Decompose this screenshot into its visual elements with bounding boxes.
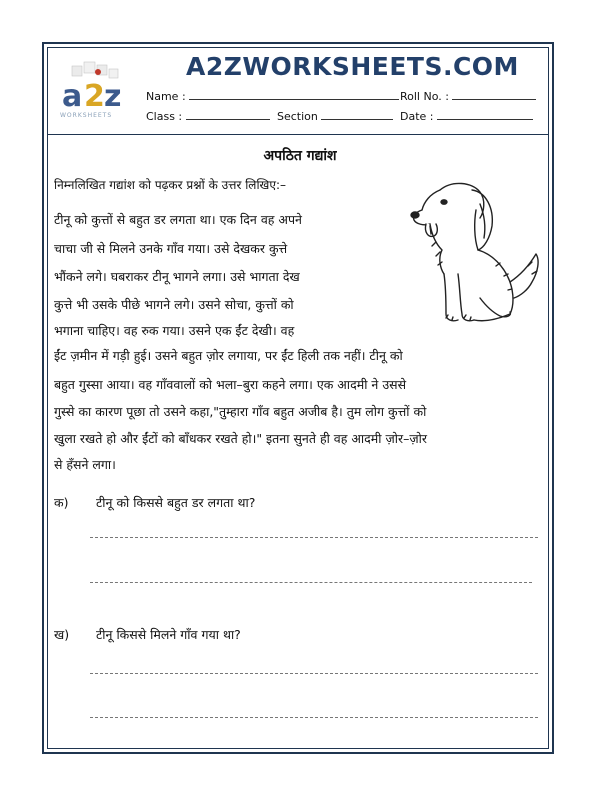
name-field[interactable] bbox=[189, 89, 399, 100]
class-field[interactable] bbox=[186, 109, 270, 120]
section-field[interactable] bbox=[321, 109, 393, 120]
answer-line[interactable] bbox=[90, 717, 538, 718]
passage-line: चाचा जी से मिलने उनके गाँव गया। उसे देखकर कुत्ते bbox=[54, 241, 288, 256]
logo-tagline: WORKSHEETS bbox=[60, 112, 113, 119]
passage-line: से हँसने लगा। bbox=[54, 457, 116, 472]
passage-line: ईंट ज़मीन में गड़ी हुई। उसने बहुत ज़ोर लगाया, पर ईंट हिली तक नहीं। टीनू को bbox=[54, 348, 403, 363]
name-row bbox=[146, 89, 399, 103]
svg-text:z: z bbox=[104, 79, 122, 114]
roll-label: Roll No. : bbox=[400, 90, 449, 103]
question-number: ख) bbox=[54, 627, 70, 642]
answer-line[interactable] bbox=[90, 537, 538, 538]
passage-line: भौंकने लगे। घबराकर टीनू भागने लगा। उसे भागता देख bbox=[54, 269, 300, 284]
section-label: Section bbox=[277, 110, 318, 123]
date-row bbox=[400, 109, 533, 123]
section-row bbox=[277, 109, 393, 123]
svg-text:a: a bbox=[62, 79, 83, 114]
header-divider bbox=[47, 134, 549, 135]
class-row bbox=[146, 109, 270, 123]
roll-row bbox=[400, 89, 536, 103]
passage-line: भगाना चाहिए। वह रुक गया। उसने एक ईंट देखी। वह bbox=[54, 323, 295, 338]
instruction-text: निम्नलिखित गद्यांश को पढ़कर प्रश्नों के उत्तर लिखिए:– bbox=[54, 178, 287, 192]
passage-line: बहुत गुस्सा आया। वह गाँववालों को भला–बुरा कहने लगा। एक आदमी ने उससे bbox=[54, 377, 407, 392]
question-text: टीनू को किससे बहुत डर लगता था? bbox=[96, 495, 256, 510]
passage-line: कुत्ते भी उसके पीछे भागने लगे। उसने सोचा, कुत्तों को bbox=[54, 297, 294, 312]
date-field[interactable] bbox=[437, 109, 533, 120]
passage-line: खुला रखते हो और ईंटों को बाँधकर रखते हो।" इतना सुनते ही वह आदमी ज़ोर–ज़ोर bbox=[54, 431, 427, 446]
question-number: क) bbox=[54, 495, 69, 510]
dog-illustration bbox=[400, 178, 548, 328]
answer-line[interactable] bbox=[90, 582, 532, 583]
svg-text:2: 2 bbox=[84, 79, 105, 114]
class-label: Class : bbox=[146, 110, 183, 123]
worksheet-title: अपठित गद्यांश bbox=[263, 148, 337, 164]
passage-line: गुस्से का कारण पूछा तो उसने कहा,"तुम्हारा गाँव बहुत अजीब है। तुम लोग कुत्तों को bbox=[54, 404, 427, 419]
question-text: टीनू किससे मिलने गाँव गया था? bbox=[96, 627, 241, 642]
site-title: A2ZWORKSHEETS.COM bbox=[186, 52, 519, 81]
roll-field[interactable] bbox=[452, 89, 536, 100]
date-label: Date : bbox=[400, 110, 434, 123]
name-label: Name : bbox=[146, 90, 186, 103]
answer-line[interactable] bbox=[90, 673, 538, 674]
passage-line: टीनू को कुत्तों से बहुत डर लगता था। एक दिन वह अपने bbox=[54, 212, 302, 227]
